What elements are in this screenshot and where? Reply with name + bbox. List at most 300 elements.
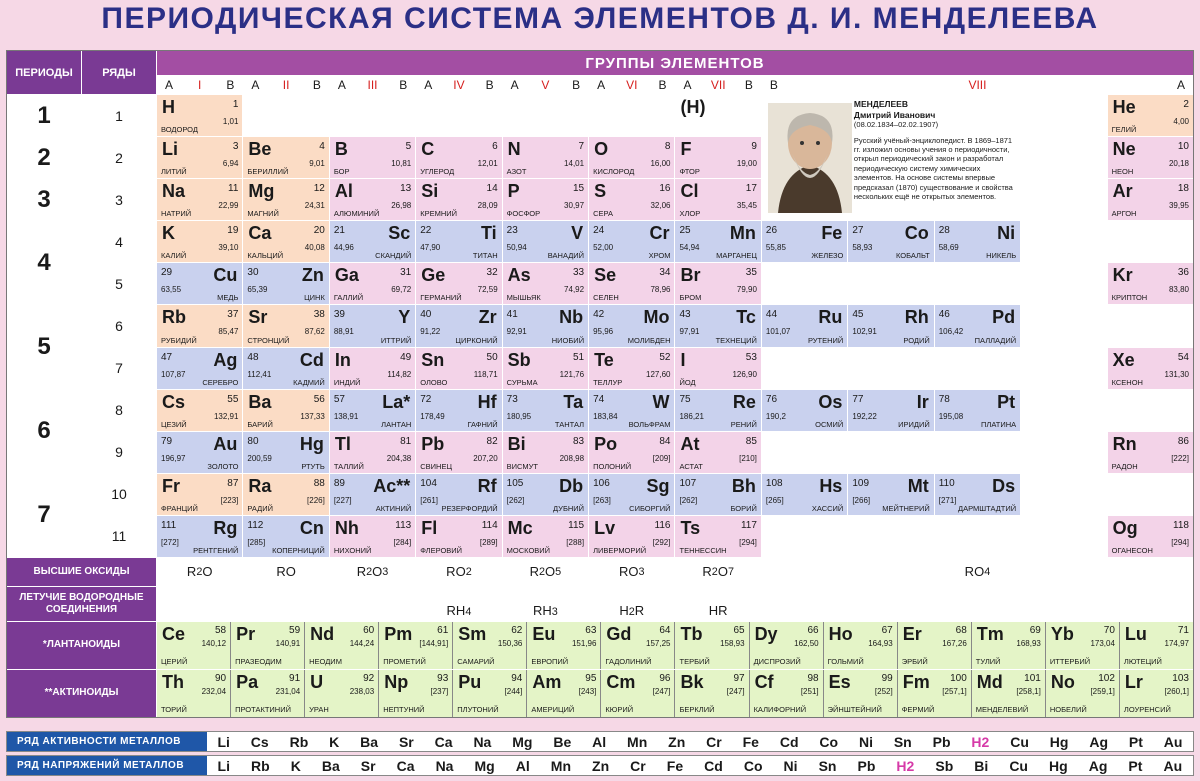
element-name: АЗОТ [506,167,527,177]
element-symbol: Sr [248,307,268,328]
f-element-bk [675,670,748,717]
element-name: КОПЕРНИЦИЙ [272,545,325,555]
element-cell-p [503,179,588,220]
element-symbol: Ts [680,517,701,538]
element-cell-fl [416,516,501,557]
element-name: ОГАНЕСОН [1111,545,1153,555]
element-name: ЦИНК [304,293,325,303]
atomic-number: 70 [1103,624,1115,636]
element-symbol: Ho [828,623,853,644]
element-symbol: Rn [1112,433,1137,454]
element-cell-ni [935,221,1020,262]
atomic-number: 12 [313,183,325,195]
element-cell-cn [243,516,328,557]
atomic-number: 85 [745,435,757,447]
atomic-mass: 140,91 [275,638,301,648]
group-roman: VI [626,78,638,92]
element-cell-li [157,137,242,178]
element-cell-re [675,390,760,431]
element-symbol: Se [594,265,617,286]
f-element-fm [898,670,971,717]
header-groups: ГРУППЫ ЭЛЕМЕНТОВ [157,51,1193,75]
element-symbol: Sm [458,623,487,644]
element-symbol: Ta [563,391,584,412]
element-symbol: Rb [162,307,186,328]
element-name: МОЛИБДЕН [627,335,671,345]
atomic-number: 97 [733,672,745,684]
element-symbol: Ru [818,307,843,328]
atomic-number: 67 [881,624,893,636]
element-cell-mg [243,179,328,220]
element-name: РОДИЙ [903,335,930,345]
element-name: СКАНДИЙ [375,251,412,261]
atomic-number: 83 [572,435,585,447]
atomic-mass: 140,12 [201,638,227,648]
element-symbol: Po [594,433,618,454]
atomic-number: 27 [852,225,864,237]
group-roman: III [367,78,378,92]
atomic-mass: 52,00 [593,243,614,253]
element-symbol: Na [162,181,186,202]
element-symbol: Pt [997,391,1016,412]
series-item: Al [592,733,607,750]
atomic-number: 10 [1177,141,1189,153]
element-cell-h [675,95,760,136]
oxide-o: O [285,564,296,580]
series-item: Hg [1049,757,1068,774]
row-number: 4 [82,221,156,262]
atomic-number: 18 [1177,183,1189,195]
series-item: Pb [857,757,876,774]
atomic-number: 81 [400,435,412,447]
atomic-mass: 174,97 [1164,638,1189,648]
element-symbol: Sb [507,349,531,370]
atomic-mass: 50,94 [506,243,527,253]
element-cell-mo [589,305,674,346]
oxide-formula [589,558,674,586]
atomic-number: 49 [400,351,412,363]
empty-cell [1108,390,1193,431]
element-name: ТЕЛЛУР [593,377,623,387]
atomic-number: 28 [938,225,950,237]
element-symbol: U [310,671,324,692]
subgroup-a-viii: A [1176,78,1185,92]
element-name: ЦИРКОНИЙ [455,335,498,345]
atomic-number: 63 [585,624,597,636]
atomic-mass: [223] [220,495,239,505]
atomic-mass: 107,87 [161,369,186,379]
element-symbol: Cs [162,391,186,412]
element-symbol: Ca [248,223,272,244]
element-cell-ne [1108,137,1193,178]
atomic-mass: 150,36 [497,638,523,648]
element-cell-fe [762,221,847,262]
empty-cell [935,348,1020,389]
element-name: ГАДОЛИНИЙ [605,656,652,666]
element-name: ТАНТАЛ [554,419,585,429]
element-name: СТРОНЦИЙ [247,335,290,345]
atomic-number: 13 [400,183,412,195]
atomic-number: 31 [400,267,412,279]
f-element-th [157,670,230,717]
element-name: ПРОМЕТИЙ [383,656,426,666]
atomic-mass: 28,09 [477,201,498,211]
atomic-number: 111 [161,519,177,531]
atomic-number: 116 [654,519,671,531]
period-number: 5 [7,305,81,388]
atomic-mass: 54,94 [679,243,700,253]
atomic-number: 86 [1177,435,1189,447]
element-name: ИРИДИЙ [898,419,930,429]
element-name: ЛИТИЙ [161,167,187,177]
oxide-r-sub: 2 [538,565,545,578]
element-cell-mt [848,474,933,515]
element-cell-s [589,179,674,220]
element-name: РАДОН [1111,461,1138,471]
element-name: ВОЛЬФРАМ [628,419,671,429]
element-symbol: C [421,139,435,160]
atomic-mass: 164,93 [868,638,893,648]
element-cell-be [243,137,328,178]
atomic-number: 25 [679,225,691,237]
series-item: Cs [250,733,269,750]
element-symbol: Ce [162,623,186,644]
atomic-mass: 190,2 [765,411,786,421]
atomic-mass: 102,91 [852,327,877,337]
atomic-number: 92 [363,672,375,684]
group-subheader [330,76,415,94]
element-symbol: Am [532,671,562,692]
series-item: Cu [1009,757,1028,774]
element-cell-o [589,137,674,178]
atomic-number: 104 [420,477,437,489]
empty-cell [1021,432,1106,473]
subgroup-a: A [597,78,606,92]
series-item: Pb [932,733,951,750]
atomic-number: 39 [333,309,345,321]
atomic-number: 96 [659,672,671,684]
element-cell-la [330,390,415,431]
element-name: ВИСМУТ [506,461,538,471]
f-element-lr [1120,670,1193,717]
atomic-mass: 69,72 [391,285,412,295]
atomic-mass: 183,84 [593,411,618,421]
row-number: 2 [82,137,156,178]
element-name: УРАН [309,704,329,714]
atomic-number: 114 [481,519,498,531]
element-cell-bi [503,432,588,473]
element-name: ГЕРМАНИЙ [420,293,462,303]
empty-cell [330,95,415,136]
atomic-number: 8 [664,141,671,153]
atomic-mass: 144,24 [349,638,375,648]
oxide-r: R [186,564,197,580]
oxides-label: ВЫСШИЕ ОКСИДЫ [7,558,156,586]
atomic-mass: [226] [307,495,325,505]
element-cell-cd [243,348,328,389]
element-cell-al [330,179,415,220]
series-item: Cd [779,733,799,750]
hydride-formula [675,587,760,621]
subgroup-a: A [337,78,346,92]
element-name: НИХОНИЙ [333,545,372,555]
element-name: САМАРИЙ [457,656,495,666]
atomic-mass: [289] [479,537,498,547]
atomic-number: 37 [227,309,239,321]
atomic-number: 24 [593,225,605,237]
series-item: Hg [1049,733,1069,750]
hydride-formula [589,587,674,621]
element-symbol: Eu [532,623,556,644]
series-item: Ca [434,733,453,750]
element-cell-ds [935,474,1020,515]
atomic-number: 55 [227,393,239,405]
element-cell-ts [675,516,760,557]
row-number: 10 [82,474,156,515]
atomic-mass: 16,00 [650,159,671,169]
f-element-cf [750,670,823,717]
element-symbol: W [652,391,670,412]
atomic-mass: 138,91 [333,411,359,421]
element-cell-w [589,390,674,431]
atomic-number: 53 [745,351,757,363]
empty-cell [1108,474,1193,515]
periodic-table [6,50,1194,718]
element-symbol: Fe [821,223,843,244]
subgroup-b: B [485,78,494,92]
atomic-number: 82 [486,435,498,447]
element-symbol: N [507,139,521,160]
atomic-number: 58 [214,624,227,636]
element-cell-y [330,305,415,346]
f-element-nd [305,622,378,669]
element-cell-zn [243,263,328,304]
atomic-number: 118 [1173,519,1189,531]
atomic-mass: 22,99 [218,201,239,211]
row-number: 7 [82,348,156,389]
atomic-mass: [271] [938,495,957,505]
element-symbol: Nh [334,517,359,538]
atomic-mass: 32,06 [650,201,671,211]
atomic-mass: 204,38 [386,453,412,463]
element-symbol: Ra [248,475,272,496]
atomic-mass: 19,00 [736,159,757,169]
element-symbol: Ti [480,223,497,244]
element-cell-v [503,221,588,262]
atomic-mass: [237] [430,686,449,696]
element-cell-pb [416,432,501,473]
mendeleev-portrait-card [762,95,1020,220]
element-symbol: Cm [606,671,636,692]
element-cell-lv [589,516,674,557]
atomic-number: 45 [852,309,864,321]
element-cell-fr [157,474,242,515]
element-name: РАДИЙ [247,503,274,513]
series-item: Cu [1010,733,1029,750]
empty-cell [935,516,1020,557]
series-item: Na [473,733,492,750]
element-cell-mn [675,221,760,262]
element-name: ДИСПРОЗИЙ [753,656,801,666]
element-symbol: S [594,181,607,202]
oxide-o: O [455,564,466,580]
element-cell-se [589,263,674,304]
atomic-mass: 30,97 [564,201,585,211]
element-name: КСЕНОН [1111,377,1143,387]
element-cell-at [675,432,760,473]
f-element-pm [379,622,452,669]
element-cell-mc [503,516,588,557]
series-item: Ni [858,733,873,750]
empty-cell [589,95,674,136]
series-item: Ba [321,757,340,774]
atomic-mass: 196,97 [161,453,186,463]
atomic-mass: 167,26 [942,638,967,648]
element-name: ВАНАДИЙ [547,251,585,261]
element-symbol: In [334,349,351,370]
element-symbol: Np [384,671,409,692]
atomic-number: 47 [161,351,173,363]
atomic-number: 99 [881,672,893,684]
element-name: АКТИНИЙ [375,503,412,513]
element-symbol: Co [904,223,929,244]
atomic-mass: 40,08 [304,243,325,253]
element-symbol: Y [398,307,411,328]
element-name: БРОМ [679,293,702,303]
element-name: ГОЛЬМИЙ [827,656,864,666]
subgroup-b: B [399,78,408,92]
element-symbol: Br [680,265,701,286]
atomic-number: 94 [511,672,523,684]
atomic-mass: 12,01 [477,159,498,169]
atomic-number: 50 [486,351,498,363]
element-symbol: Rg [213,517,238,538]
element-symbol: Md [976,671,1003,692]
atomic-mass: [227] [333,495,352,505]
series-item: Mg [512,733,533,750]
atomic-mass: 208,98 [559,453,585,463]
atomic-mass: 101,07 [765,327,791,337]
element-symbol: Au [213,433,238,454]
atomic-mass: [265] [765,495,784,505]
oxide-formula [330,558,415,586]
period-number: 2 [7,137,81,178]
atomic-mass: [252] [874,686,893,696]
element-cell-n [503,137,588,178]
element-name: ДАРМШТАДТИЙ [958,503,1017,513]
element-name: АСТАТ [679,461,703,471]
atomic-mass: 63,55 [161,285,182,295]
f-element-u [305,670,378,717]
empty-cell [503,95,588,136]
f-element-ce [157,622,230,669]
atomic-number: 38 [313,309,325,321]
element-cell-hs [762,474,847,515]
element-symbol: Cl [680,181,699,202]
element-symbol: Sn [421,349,445,370]
atomic-mass: 65,39 [247,285,268,295]
row-number: 8 [82,390,156,431]
atomic-mass: 118,71 [473,369,498,379]
element-name: АРГОН [1111,209,1137,219]
atomic-mass: 112,41 [247,369,272,379]
atomic-mass: [272] [161,537,179,547]
element-name: ЭЙНШТЕЙНИЙ [827,704,882,714]
element-symbol: Pb [421,433,445,454]
atomic-number: 32 [486,267,498,279]
atomic-mass: 1,01 [222,117,239,126]
actinides-row [157,670,1193,717]
element-symbol: Li [162,139,178,160]
element-name: ПАЛЛАДИЙ [974,335,1017,345]
series-item: Co [819,733,839,750]
atomic-number: 26 [765,225,778,237]
series-item: Pt [1128,757,1143,774]
series-item: Cr [630,757,646,774]
atomic-number: 52 [659,351,671,363]
atomic-number: 30 [247,267,259,279]
atomic-number: 90 [214,672,227,684]
atomic-number: 101 [1024,672,1041,684]
atomic-number: 11 [228,183,239,195]
atomic-mass: 131,30 [1164,369,1189,379]
element-name: ТЕХНЕЦИЙ [715,335,757,345]
element-cell-os [762,390,847,431]
atomic-mass: [263] [593,495,611,505]
element-symbol: Ni [997,223,1016,244]
atomic-mass: 24,31 [304,201,325,211]
atomic-number: 95 [585,672,597,684]
series-item: H2 [971,733,990,750]
group-roman: II [282,78,290,92]
element-cell-h [157,95,242,136]
series-item: Sr [360,757,376,774]
element-symbol: Ir [916,391,929,412]
element-cell-ta [503,390,588,431]
atomic-mass: 192,22 [852,411,877,421]
series-item: Cd [704,757,723,774]
element-symbol: Mc [507,517,533,538]
oxide-formula [157,558,242,586]
subgroup-a: A [683,78,692,92]
atomic-number: 36 [1177,267,1189,279]
element-name: БАРИЙ [247,419,273,429]
element-symbol: No [1050,671,1075,692]
voltage-series [6,755,1194,776]
element-cell-og [1108,516,1193,557]
lanthanides-row [157,622,1193,669]
atomic-mass: 178,49 [420,411,445,421]
element-symbol: Fr [162,475,180,496]
element-cell-as [503,263,588,304]
f-element-er [898,622,971,669]
element-symbol: P [507,181,520,202]
element-name: СЕЛЕН [593,293,619,303]
element-name: КОБАЛЬТ [896,251,930,261]
atomic-mass: [262] [506,495,525,505]
atomic-number: 7 [578,141,585,153]
element-name: КРЕМНИЙ [420,209,458,219]
element-cell-rb [157,305,242,346]
element-name: БЕРИЛЛИЙ [247,167,289,177]
element-name: ИНДИЙ [333,377,361,387]
atomic-number: 4 [319,141,325,153]
element-name: БЕРКЛИЙ [679,704,715,714]
element-symbol: Es [828,671,851,692]
element-symbol: Zr [478,307,497,328]
atomic-mass: 58,69 [938,243,959,253]
period-number: 6 [7,390,81,473]
